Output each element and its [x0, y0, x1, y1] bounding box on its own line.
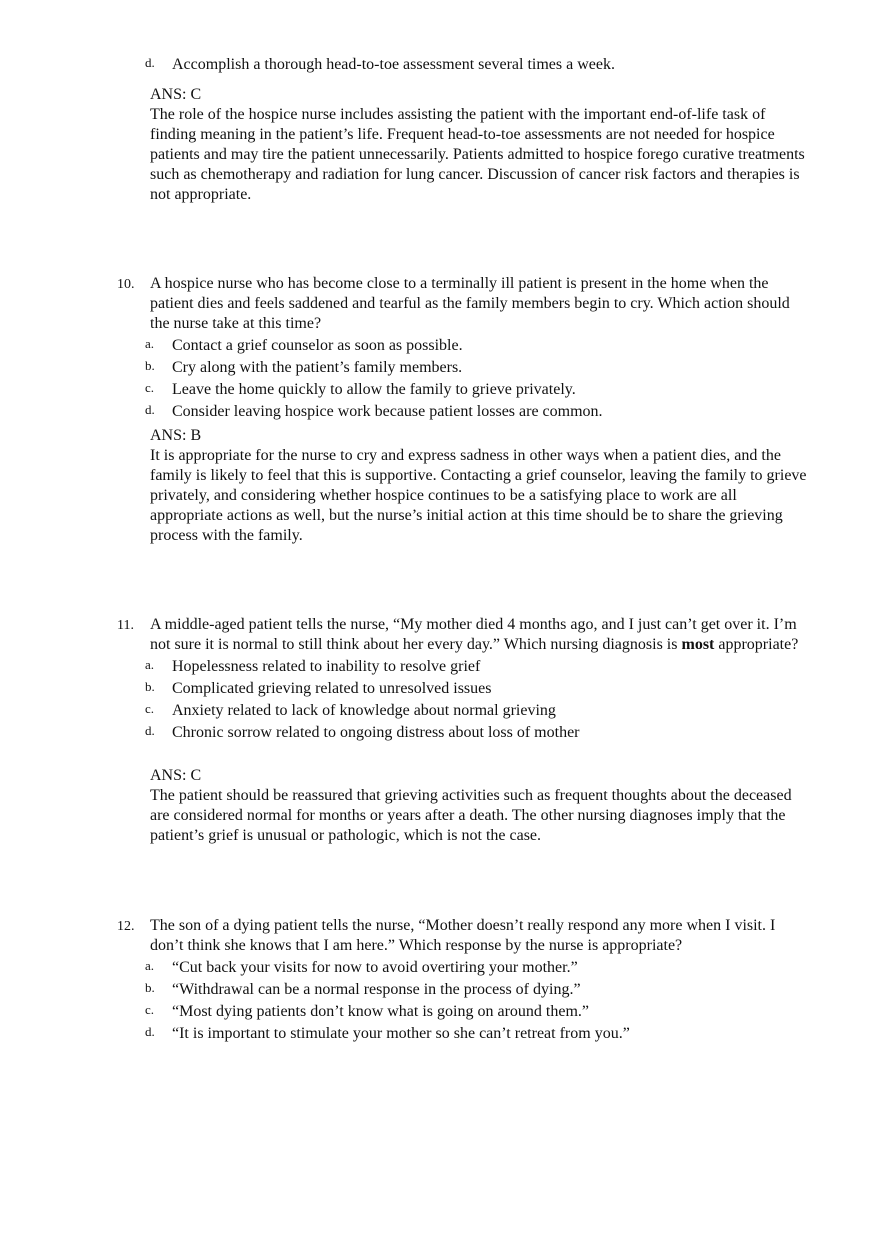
question-12: [117, 916, 807, 1044]
option-text: “Most dying patients don’t know what is going on around them.”: [172, 1003, 589, 1020]
option-text: Complicated grieving related to unresolved issues: [172, 680, 492, 697]
option-letter: b.: [145, 358, 155, 373]
option-letter: a.: [145, 336, 155, 351]
q11-answer-block: [150, 766, 810, 846]
option-d: [145, 1022, 807, 1044]
rationale: The patient should be reassured that grieving activities such as frequent thoughts about the deceased are considered normal for months or years after a death. The other nursing diagnoses imply that the patient’s grief is unusual or pathologic, which is not the case.: [150, 787, 792, 844]
option-text: “Withdrawal can be a normal response in the process of dying.”: [172, 981, 581, 998]
question-11: [117, 615, 807, 743]
option-text: “It is important to stimulate your mother so she can’t retreat from you.”: [172, 1025, 630, 1042]
option-d: [145, 721, 807, 743]
question-stem: A hospice nurse who has become close to a terminally ill patient is present in the home when the patient dies and feels saddened and tearful as the family members begin to cry. Which action should the nurse take at this time?: [150, 275, 790, 332]
option-letter: d.: [145, 1024, 155, 1039]
question-stem: [150, 615, 810, 655]
answer-key: ANS: C: [150, 86, 202, 103]
question-number: 12.: [117, 919, 135, 934]
question-stem: The son of a dying patient tells the nurse, “Mother doesn’t really respond any more when I visit. I don’t think she knows that I am here.” Which response by the nurse is appropriate?: [150, 917, 776, 954]
q9-option-d: [145, 53, 615, 75]
option-b: [145, 978, 807, 1000]
q9-answer-block: [150, 85, 810, 205]
option-text: Leave the home quickly to allow the family to grieve privately.: [172, 381, 576, 398]
q10-answer-block: [150, 426, 810, 546]
option-text: Consider leaving hospice work because patient losses are common.: [172, 403, 603, 420]
option-letter: c.: [145, 380, 155, 395]
question-number: 11.: [117, 618, 134, 633]
option-a: [145, 334, 807, 356]
option-text: Anxiety related to lack of knowledge about normal grieving: [172, 702, 556, 719]
rationale: The role of the hospice nurse includes assisting the patient with the important end-of-life task of finding meaning in the patient’s life. Frequent head-to-toe assessments are not needed for hospice patients and may tire the patient unnecessarily. Patients admitted to hospice forego curative treatments such as chemotherapy and radiation for lung cancer. Discussion of cancer risk factors and therapies is not appropriate.: [150, 106, 805, 203]
option-text: Hopelessness related to inability to resolve grief: [172, 658, 481, 675]
option-a: [145, 956, 807, 978]
option-list: [117, 655, 807, 743]
option-text: “Cut back your visits for now to avoid overtiring your mother.”: [172, 959, 578, 976]
option-letter: a.: [145, 958, 155, 973]
option-c: [145, 699, 807, 721]
option-letter: c.: [145, 1002, 155, 1017]
option-text: Contact a grief counselor as soon as possible.: [172, 337, 463, 354]
option-letter: d.: [145, 402, 155, 417]
answer-key: ANS: C: [150, 767, 202, 784]
option-text: Chronic sorrow related to ongoing distress about loss of mother: [172, 724, 580, 741]
option-d: [145, 400, 807, 422]
stem-text: A middle-aged patient tells the nurse, “My mother died 4 months ago, and I just can’t get over it. I’m not sure it is normal to still think about her every day.” Which nursing diagnosis is: [150, 616, 797, 653]
stem-emphasis: most: [681, 636, 715, 653]
option-b: [145, 677, 807, 699]
option-letter: b.: [145, 679, 155, 694]
option-c: [145, 1000, 807, 1022]
question-number: 10.: [117, 277, 135, 292]
option-a: [145, 655, 807, 677]
option-letter: d.: [145, 55, 155, 70]
option-letter: c.: [145, 701, 155, 716]
option-list: [117, 956, 807, 1044]
answer-key: ANS: B: [150, 427, 202, 444]
option-letter: b.: [145, 980, 155, 995]
option-b: [145, 356, 807, 378]
option-text: Accomplish a thorough head-to-toe assessment several times a week.: [172, 56, 615, 73]
option-text: Cry along with the patient’s family members.: [172, 359, 463, 376]
option-letter: a.: [145, 657, 155, 672]
question-10: [117, 274, 807, 422]
rationale: It is appropriate for the nurse to cry and express sadness in other ways when a patient dies, and the family is likely to feel that this is supportive. Contacting a grief counselor, leaving the family to grieve privately, and considering whether hospice continues to be a satisfying place to work are all appropriate actions as well, but the nurse’s initial action at this time should be to share the grieving process with the family.: [150, 447, 807, 544]
option-letter: d.: [145, 723, 155, 738]
option-c: [145, 378, 807, 400]
stem-text-end: appropriate?: [714, 636, 799, 653]
option-list: [117, 334, 807, 422]
